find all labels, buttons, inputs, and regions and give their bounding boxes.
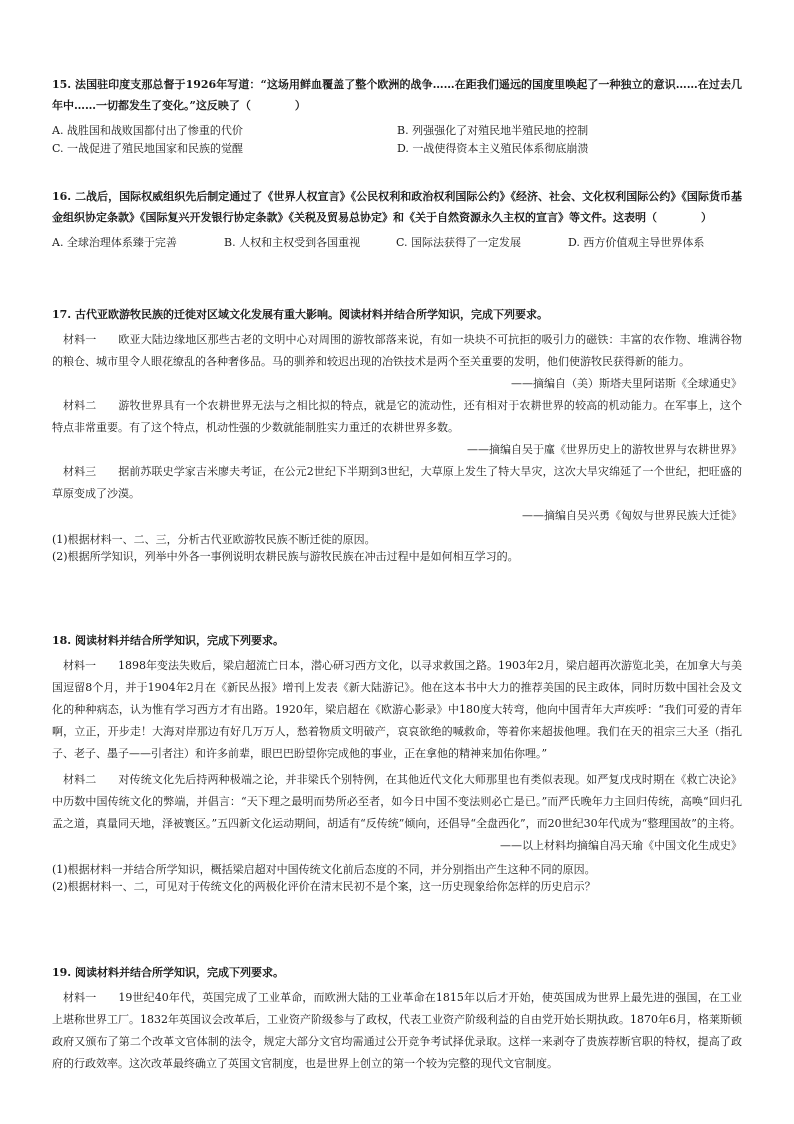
sub-question-1: (1)根据材料一并结合所学知识，概括梁启超对中国传统文化前后态度的不同，并分别指出产生这种不同的原因。 [52,863,596,876]
option-b[interactable]: B. 列强强化了对殖民地半殖民地的控制 [397,124,589,137]
material-2 [52,395,742,439]
question-18-stem: 18. 阅读材料并结合所学知识，完成下列要求。 [52,634,284,647]
material-text: 游牧世界具有一个农耕世界无法与之相比拟的特点，就是它的流动性，还有相对于农耕世界的较高的机动能力。在军事上，这个特点非常重要。有了这个特点，机动性强的少数就能制胜实力重迁的农耕世界多数。 [52,399,743,434]
option-a[interactable]: A. 全球治理体系臻于完善 [52,236,177,249]
question-19 [52,962,742,1075]
material-label: 材料三 [63,465,97,478]
material-1 [52,987,742,1075]
question-19-stem: 19. 阅读材料并结合所学知识，完成下列要求。 [52,966,284,979]
material-label: 材料二 [63,399,97,412]
material-text: 19世纪40年代，英国完成了工业革命，而欧洲大陆的工业革命在1815年以后才开始，使英国成为世界上最先进的强国，在工业上堪称世界工厂。1832年英国议会改革后，工业资产阶级参与了政权，代表工业资产阶级利益的自由党开始长期执政。1870年6月，格莱斯顿政府又颁布了第二个改革文官体制的法令，规定大部分文官均需通过公开竞争考试择优录取。这样一来剥夺了贵族荐断官职的特权，提高了政府的行政效率。这次改革最终确立了英国文官制度，也是世界上创立的第一个较为完整的现代文官制度。 [52,991,743,1070]
question-17 [52,304,742,565]
question-15-stem: 15. 法国驻印度支那总督于1926年写道：“这场用鲜血覆盖了整个欧洲的战争……在距我们遥远的国度里唤起了一种独立的意识……在过去几年中……一切都发生了变化。”这反映了（ ） [52,78,742,112]
material-1 [52,655,742,765]
question-15 [52,74,742,158]
material-label: 材料一 [63,991,97,1004]
material-3 [52,461,742,505]
material-label: 材料二 [63,773,97,786]
option-d[interactable]: D. 西方价值观主导世界体系 [568,236,705,249]
material-source: ——以上材料均摘编自冯天瑜《中国文化生成史》 [500,839,742,852]
material-text: 对传统文化先后持两种极端之论，并非梁氏个别特例，在其他近代文化大师那里也有类似表现。如严复戊戌时期在《救亡决论》中历数中国传统文化的弊端，并倡言：“天下理之最明而势所必至者，如今日中国不变法则必亡是已。”而严氏晚年力主回归传统，高唤“回归孔孟之道，真量同天地，泽被寰区。”五四新文化运动期间，胡适有“反传统”倾向，还倡导“全盘西化”，而20世纪30年代成为“整理国故”的主将。 [52,773,743,830]
option-c[interactable]: C. 国际法获得了一定发展 [396,236,522,249]
sub-question-1: (1)根据材料一、二、三，分析古代亚欧游牧民族不断迁徙的原因。 [52,533,376,546]
material-source: ——摘编自吴于廑《世界历史上的游牧世界与农耕世界》 [467,443,742,456]
question-16-options [52,234,742,252]
material-2 [52,769,742,835]
material-label: 材料一 [63,659,97,672]
option-c[interactable]: C. 一战促进了殖民地国家和民族的觉醒 [52,142,244,155]
material-label: 材料一 [63,333,97,346]
question-18 [52,630,742,895]
option-a[interactable]: A. 战胜国和战败国都付出了惨重的代价 [52,124,243,137]
question-16-stem: 16. 二战后，国际权威组织先后制定通过了《世界人权宣言》《公民权利和政治权利国际公约》《经济、社会、文化权利国际公约》《国际货币基金组织协定条款》《国际复兴开发银行协定条款》《关税及贸易总协定》和《关于自然资源永久主权的宣言》等文件。这表明（ ） [52,190,742,224]
sub-question-2: (2)根据材料一、二，可见对于传统文化的两极化评价在清末民初不是个案，这一历史现象给你怎样的历史启示？ [52,880,596,893]
option-d[interactable]: D. 一战使得资本主义殖民体系彻底崩溃 [397,142,589,155]
sub-question-2: (2)根据所学知识，列举中外各一事例说明农耕民族与游牧民族在冲击过程中是如何相互学习的。 [52,550,519,563]
material-text: 欧亚大陆边缘地区那些古老的文明中心对周围的游牧部落来说，有如一块块不可抗拒的吸引力的磁铁：丰富的农作物、堆满谷物的粮仓、城市里令人眼花缭乱的各种奢侈品。马的驯养和较迟出现的冶铁技术是两个至关重要的发明，他们使游牧民获得新的能力。 [52,333,743,368]
question-16 [52,186,742,252]
material-text: 1898年变法失败后，梁启超流亡日本，潜心研习西方文化，以寻求救国之路。1903年2月，梁启超再次游览北美，在加拿大与美国逗留8个月，并于1904年2月在《新民丛报》增刊上发表《新大陆游记》。他在这本书中大力的推荐美国的民主政体，同时历数中国社会及文化的种种病态，认为惟有学习西方才有出路。1920年，梁启超在《欧游心影录》中180度大转弯，他向中国青年大声疾呼：“我们可爱的青年啊，立正，开步走！大海对岸那边有好几万万人，愁着物质文明破产，哀哀欲绝的喊救命，等着你来超拔他哩。我们在天的祖宗三大圣（指孔子、老子、墨子——引者注）和许多前辈，眼巴巴盼望你完成他的事业，正在拿他的精神来加佑你哩。” [52,659,743,760]
question-17-stem: 17. 古代亚欧游牧民族的迁徙对区域文化发展有重大影响。阅读材料并结合所学知识，完成下列要求。 [52,308,548,321]
material-source: ——摘编自吴兴勇《匈奴与世界民族大迁徙》 [522,509,742,522]
option-b[interactable]: B. 人权和主权受到各国重视 [224,236,361,249]
material-source: ——摘编自（美）斯塔夫里阿诺斯《全球通史》 [511,377,742,390]
material-1 [52,329,742,373]
material-text: 据前苏联史学家吉米廖夫考证，在公元2世纪下半期到3世纪，大草原上发生了特大旱灾，这次大旱灾绵延了一个世纪，把旺盛的草原变成了沙漠。 [52,465,743,500]
question-15-options [52,122,742,158]
